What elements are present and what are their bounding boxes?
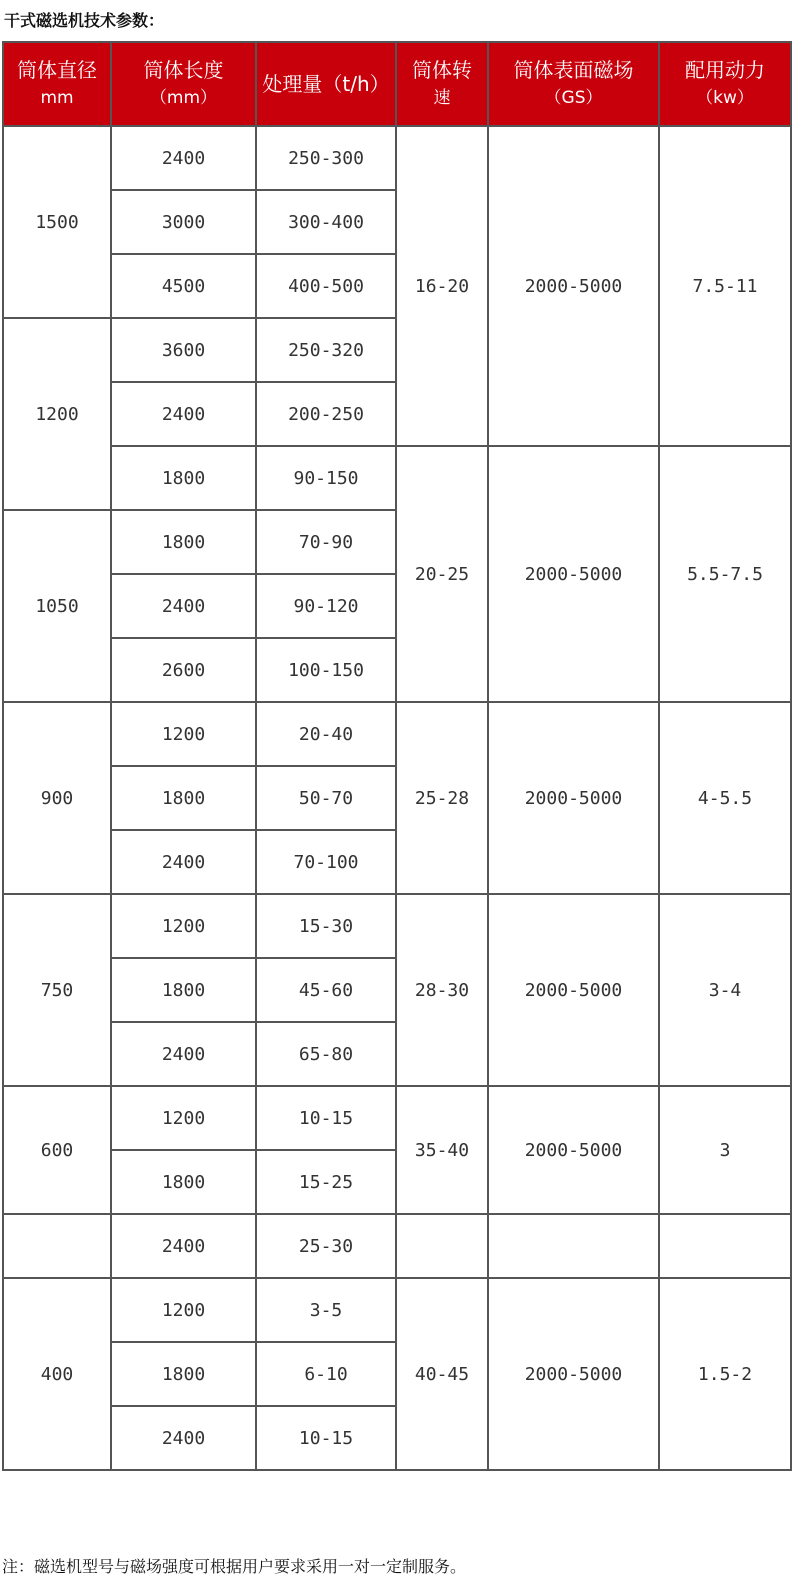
- capacity-cell: 65-80: [256, 1022, 396, 1086]
- field-cell: 2000-5000: [488, 1278, 659, 1470]
- capacity-cell: 200-250: [256, 382, 396, 446]
- capacity-cell: 300-400: [256, 190, 396, 254]
- field-cell: 2000-5000: [488, 894, 659, 1086]
- table-row: [3, 1086, 791, 1150]
- length-cell: 2400: [111, 1022, 256, 1086]
- capacity-cell: 20-40: [256, 702, 396, 766]
- length-cell: 2400: [111, 126, 256, 190]
- length-cell: 1200: [111, 1278, 256, 1342]
- speed-cell: 16-20: [396, 126, 488, 446]
- length-cell: 2600: [111, 638, 256, 702]
- capacity-cell: 250-300: [256, 126, 396, 190]
- speed-cell: 25-28: [396, 702, 488, 894]
- diameter-cell: 600: [3, 1086, 111, 1214]
- diameter-cell-empty: [3, 1214, 111, 1278]
- diameter-cell: 400: [3, 1278, 111, 1470]
- length-cell: 2400: [111, 382, 256, 446]
- capacity-cell: 10-15: [256, 1086, 396, 1150]
- footnote: 注：磁选机型号与磁场强度可根据用户要求采用一对一定制服务。: [2, 1557, 467, 1576]
- table-row: [3, 1214, 791, 1278]
- speed-cell: 20-25: [396, 446, 488, 702]
- capacity-cell: 70-90: [256, 510, 396, 574]
- length-cell: 1800: [111, 446, 256, 510]
- length-cell: 4500: [111, 254, 256, 318]
- length-cell: 2400: [111, 830, 256, 894]
- header-capacity: 处理量（t/h）: [256, 42, 396, 126]
- field-cell: 2000-5000: [488, 1086, 659, 1214]
- capacity-cell: 90-120: [256, 574, 396, 638]
- length-cell: 1200: [111, 1086, 256, 1150]
- length-cell: 1800: [111, 958, 256, 1022]
- power-cell: 5.5-7.5: [659, 446, 791, 702]
- speed-cell: 35-40: [396, 1086, 488, 1214]
- table-row: [3, 446, 791, 510]
- length-cell: 2400: [111, 1406, 256, 1470]
- capacity-cell: 70-100: [256, 830, 396, 894]
- diameter-cell: 1200: [3, 318, 111, 510]
- speed-cell: 28-30: [396, 894, 488, 1086]
- diameter-cell: 900: [3, 702, 111, 894]
- length-cell: 1800: [111, 510, 256, 574]
- table-row: [3, 126, 791, 190]
- length-cell: 3000: [111, 190, 256, 254]
- header-field: 筒体表面磁场 （GS）: [488, 42, 659, 126]
- length-cell: 1200: [111, 894, 256, 958]
- power-cell: 1.5-2: [659, 1278, 791, 1470]
- capacity-cell: 100-150: [256, 638, 396, 702]
- field-cell: 2000-5000: [488, 126, 659, 446]
- spec-table: [2, 41, 792, 1471]
- capacity-cell: 45-60: [256, 958, 396, 1022]
- header-row: [3, 42, 791, 126]
- header-speed: 筒体转 速: [396, 42, 488, 126]
- length-cell: 3600: [111, 318, 256, 382]
- diameter-cell: 1500: [3, 126, 111, 318]
- table-row: [3, 1278, 791, 1342]
- capacity-cell: 25-30: [256, 1214, 396, 1278]
- power-cell: 3: [659, 1086, 791, 1214]
- length-cell: 2400: [111, 574, 256, 638]
- header-power: 配用动力 （kw）: [659, 42, 791, 126]
- header-diameter: 筒体直径 mm: [3, 42, 111, 126]
- capacity-cell: 3-5: [256, 1278, 396, 1342]
- capacity-cell: 400-500: [256, 254, 396, 318]
- diameter-cell: 750: [3, 894, 111, 1086]
- diameter-cell: 1050: [3, 510, 111, 702]
- field-cell: 2000-5000: [488, 702, 659, 894]
- page-title: 干式磁选机技术参数：: [4, 11, 165, 30]
- power-cell: 7.5-11: [659, 126, 791, 446]
- capacity-cell: 15-30: [256, 894, 396, 958]
- field-cell-empty: [488, 1214, 659, 1278]
- capacity-cell: 6-10: [256, 1342, 396, 1406]
- table-row: [3, 702, 791, 766]
- power-cell: 4-5.5: [659, 702, 791, 894]
- capacity-cell: 250-320: [256, 318, 396, 382]
- speed-cell-empty: [396, 1214, 488, 1278]
- length-cell: 1200: [111, 702, 256, 766]
- header-length: 筒体长度 （mm）: [111, 42, 256, 126]
- length-cell: 1800: [111, 1150, 256, 1214]
- table-row: [3, 894, 791, 958]
- field-cell: 2000-5000: [488, 446, 659, 702]
- capacity-cell: 90-150: [256, 446, 396, 510]
- capacity-cell: 50-70: [256, 766, 396, 830]
- capacity-cell: 15-25: [256, 1150, 396, 1214]
- length-cell: 1800: [111, 1342, 256, 1406]
- length-cell: 2400: [111, 1214, 256, 1278]
- length-cell: 1800: [111, 766, 256, 830]
- power-cell-empty: [659, 1214, 791, 1278]
- speed-cell: 40-45: [396, 1278, 488, 1470]
- power-cell: 3-4: [659, 894, 791, 1086]
- capacity-cell: 10-15: [256, 1406, 396, 1470]
